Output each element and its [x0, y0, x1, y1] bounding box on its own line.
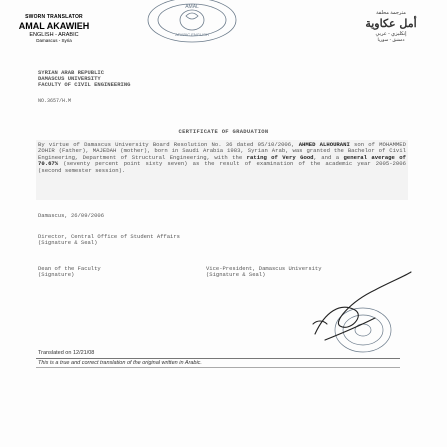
body-part-2: son of MOHAMMED ZOHIR (Father), MAJEDAH (mother), born in Saudi Arabia 1983, Syrian Arab, was granted the Bachelor of Civil Engineering, Department of Structural Engineering, with the — [38, 141, 407, 161]
certificate-body — [38, 142, 406, 174]
translator-title-arabic: مترجمة محلفة — [376, 10, 406, 16]
translator-header-english — [8, 14, 100, 43]
vice-president-title: Vice-President, Damascus University — [206, 265, 322, 272]
certificate-title: CERTIFICATE OF GRADUATION — [178, 128, 269, 135]
reference-number: NO.3657/H.M — [38, 98, 72, 104]
seal-top-text: AMAL — [185, 4, 199, 10]
university-line: DAMASCUS UNIVERSITY — [38, 75, 101, 82]
translator-header-arabic — [351, 10, 431, 43]
director-signature-block — [38, 234, 180, 246]
translator-signature — [305, 262, 415, 362]
body-part-4: (seventy percent point sixty seven) as the result of examination of the academic year 2005-2006 (second semester session). — [38, 160, 406, 174]
issue-date: Damascus, 26/09/2006 — [38, 212, 105, 219]
translator-name-arabic: أمل عكاوية — [365, 17, 417, 30]
body-part-1: By virtue of Damascus University Board Resolution No. 36 dated 05/10/2006, — [38, 141, 295, 148]
body-part-3: , and a — [313, 153, 340, 161]
translation-date: Translated on 12/21/08 — [38, 350, 95, 356]
faculty-line: FACULTY OF CIVIL ENGINEERING — [38, 81, 131, 88]
translator-title: SWORN TRANSLATOR — [25, 14, 83, 20]
dean-title: Dean of the Faculty — [38, 265, 101, 272]
translator-seal-stamp — [142, 0, 242, 46]
translator-location: Damascus - Syria — [36, 38, 72, 43]
director-signature-note: (Signature & Seal) — [38, 239, 98, 246]
divider-line-bottom — [36, 367, 400, 368]
general-average: general average of 70.67% — [38, 153, 407, 168]
divider-line — [36, 358, 400, 359]
dean-signature-note: (Signature) — [38, 271, 75, 278]
university-header — [38, 70, 130, 88]
seal-bottom-text: ARABIC ENGLISH — [175, 32, 209, 37]
vice-president-signature-note: (Signature & Seal) — [206, 271, 266, 278]
director-title: Director, Central Office of Student Affairs — [38, 233, 180, 240]
translator-languages-arabic: إنكليزي - عربي — [375, 31, 407, 37]
translator-location-arabic: دمشق - سوريا — [377, 37, 405, 42]
country-line: SYRIAN ARAB REPUBLIC — [38, 69, 105, 76]
translator-languages: ENGLISH - ARABIC — [29, 32, 79, 38]
translation-certification: This is a true and correct translation of the original written in Arabic. — [38, 360, 202, 366]
dean-signature-block — [38, 266, 101, 278]
rating: rating of Very Good — [246, 153, 314, 161]
translator-name: AMAL AKAWIEH — [18, 21, 90, 31]
graduate-name: AHMED ALHOURANI — [298, 141, 350, 148]
